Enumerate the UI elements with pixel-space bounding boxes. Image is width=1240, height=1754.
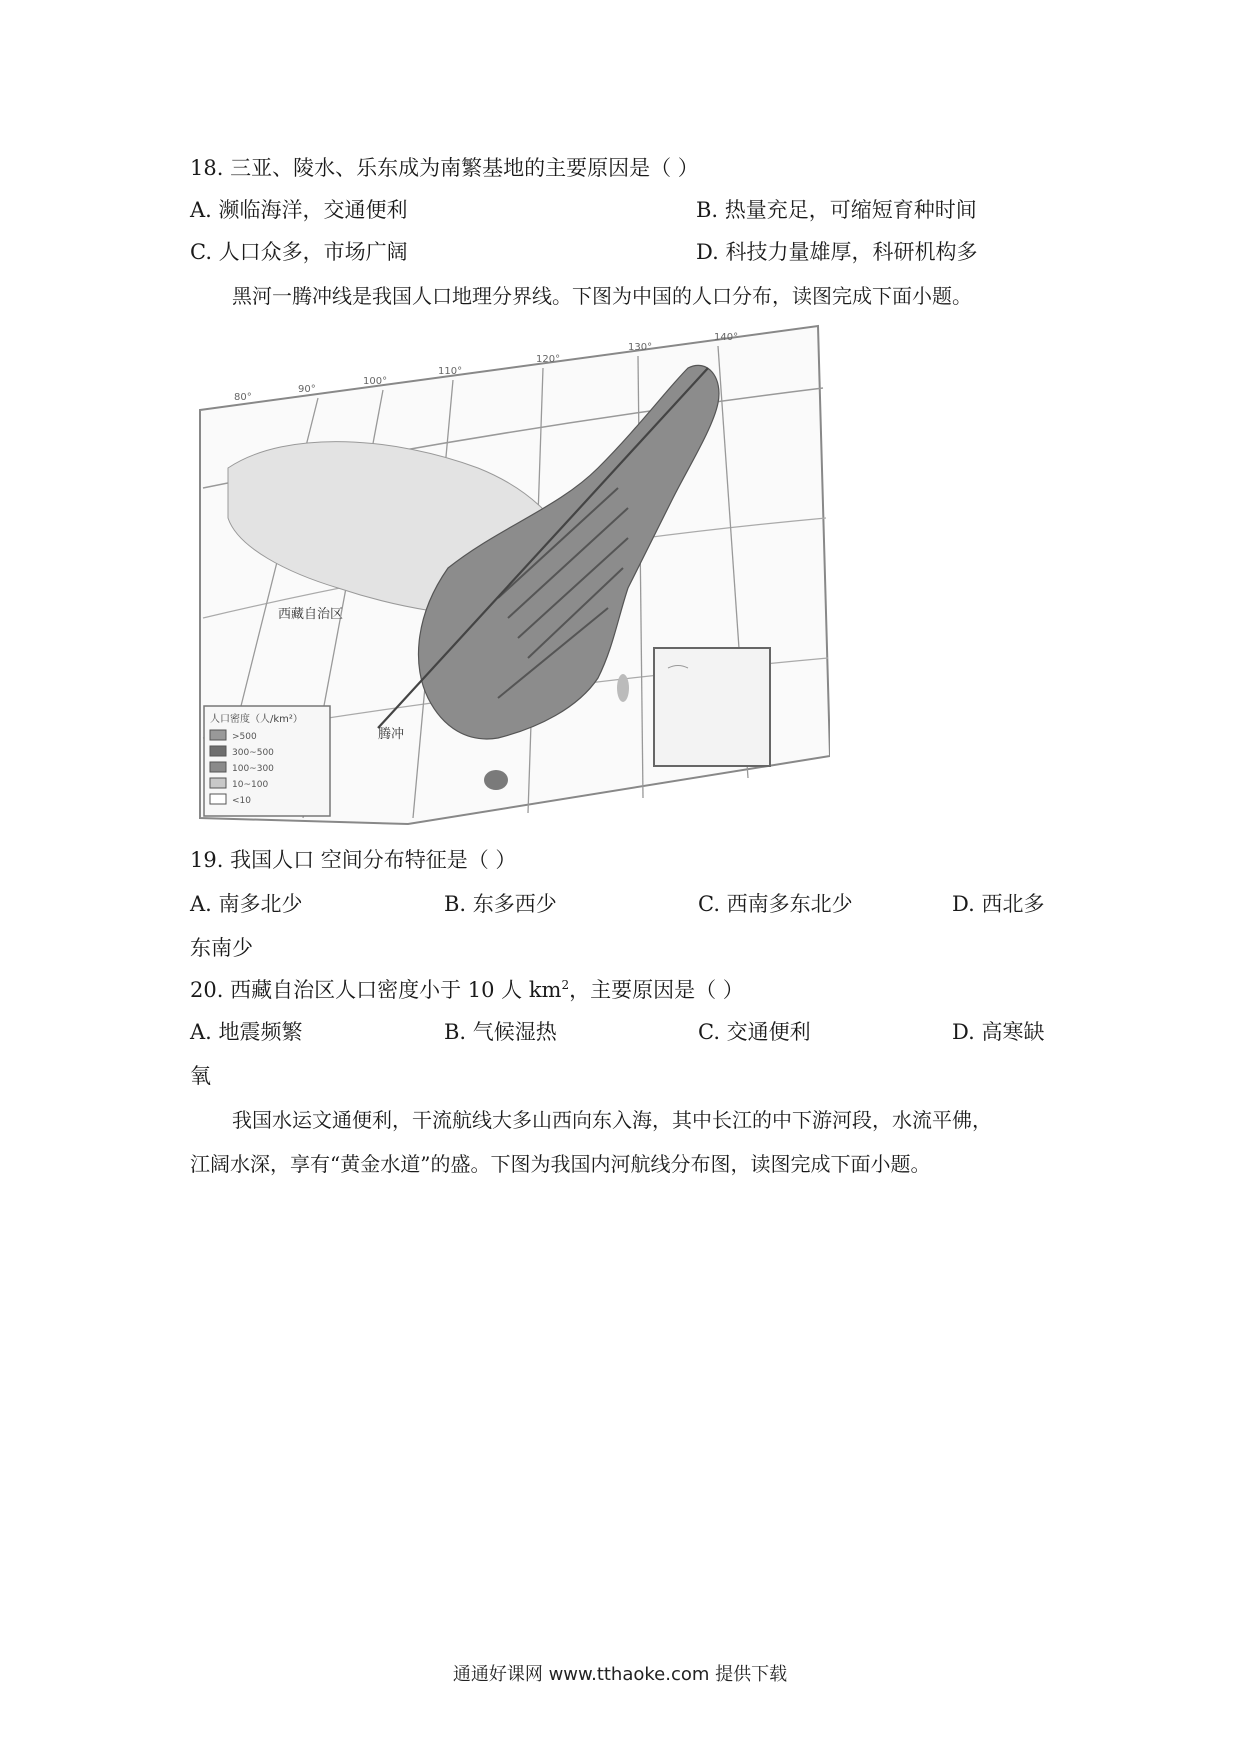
intro-paragraph-1: 黑河一腾冲线是我国人口地理分界线。下图为中国的人口分布，读图完成下面小题。 — [232, 284, 972, 308]
label-tengchong: 腾冲 — [378, 727, 405, 742]
q19-option-d: D. 西北多 — [952, 892, 1045, 916]
q20-option-b: B. 气候湿热 — [444, 1020, 557, 1044]
q19-stem: 19. 我国人口 空间分布特征是（ ） — [190, 848, 517, 872]
population-map-svg — [198, 318, 830, 830]
q19-option-d-wrap: 东南少 — [190, 936, 253, 960]
q20-stem — [190, 974, 744, 1004]
population-map — [198, 318, 830, 830]
legend-item-1: >500 — [232, 732, 257, 742]
legend-item-2: 300~500 — [232, 748, 274, 758]
lon-label-100-top: 100° — [363, 376, 388, 387]
label-tibet: 西藏自治区 — [278, 607, 344, 622]
lon-label-140: 140° — [714, 332, 739, 343]
q20-stem-post: ，主要原因是（ ） — [569, 978, 744, 1002]
q20-option-c: C. 交通便利 — [698, 1020, 811, 1044]
lon-label-120: 120° — [536, 354, 561, 365]
q19-option-a: A. 南多北少 — [190, 892, 303, 916]
lon-label-80: 80° — [234, 392, 252, 403]
legend-item-3: 100~300 — [232, 764, 274, 774]
q18-option-b: B. 热量充足，可缩短育种时间 — [696, 198, 977, 222]
legend-item-4: 10~100 — [232, 780, 269, 790]
lon-label-130: 130° — [628, 342, 653, 353]
lon-label-110: 110° — [438, 366, 463, 377]
q20-option-d-wrap: 氧 — [190, 1064, 211, 1088]
lon-label-90: 90° — [298, 384, 316, 395]
q18-option-c: C. 人口众多，市场广阔 — [190, 240, 408, 264]
q18-option-a: A. 濒临海洋，交通便利 — [190, 198, 408, 222]
q20-option-d: D. 高寒缺 — [952, 1020, 1045, 1044]
q20-stem-sup: 2 — [561, 978, 570, 992]
q18-stem: 18. 三亚、陵水、乐东成为南繁基地的主要原因是（ ） — [190, 156, 699, 180]
q19-option-c: C. 西南多东北少 — [698, 892, 853, 916]
intro-paragraph-2-line-1: 我国水运文通便利，干流航线大多山西向东入海，其中长江的中下游河段，水流平佛， — [232, 1108, 992, 1132]
page-footer: 通通好课网 www.tthaoke.com 提供下载 — [452, 1664, 788, 1685]
legend-item-5: <10 — [232, 796, 251, 806]
legend-title: 人口密度（人/km²） — [210, 714, 303, 725]
q18-option-d: D. 科技力量雄厚，科研机构多 — [696, 240, 978, 264]
q20-stem-pre: 20. 西藏自治区人口密度小于 10 人 km — [190, 978, 562, 1002]
intro-paragraph-2-line-2: 江阔水深，享有“黄金水道”的盛。下图为我国内河航线分布图，读图完成下面小题。 — [190, 1152, 931, 1176]
q20-option-a: A. 地震频繁 — [190, 1020, 303, 1044]
q19-option-b: B. 东多西少 — [444, 892, 557, 916]
